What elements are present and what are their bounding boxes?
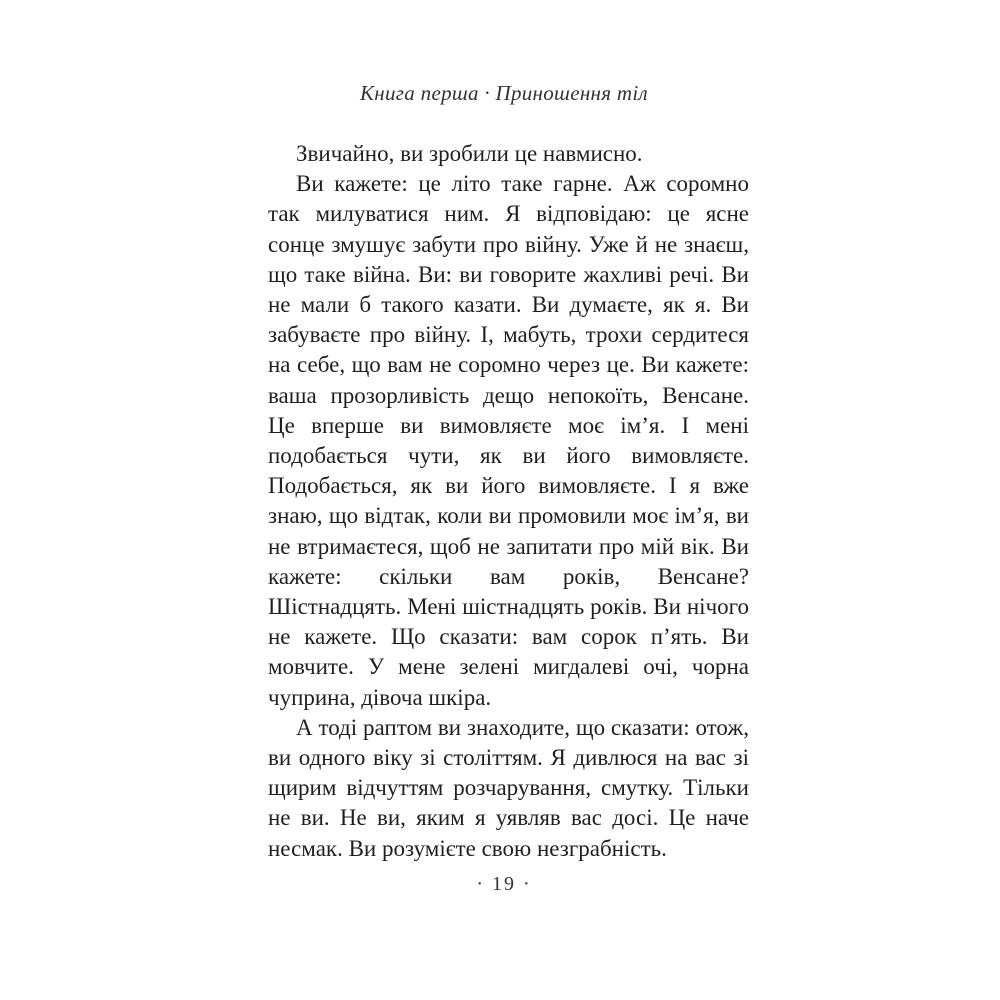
- page-number: · 19 ·: [476, 873, 532, 895]
- paragraph: Звичайно, ви зробили це навмисно.: [296, 141, 643, 166]
- body-text: [268, 139, 749, 864]
- paragraph: Ви кажете: це літо таке гарне. Аж соромно так милуватися ним. Я відповідаю: це ясне сонце змушує забути про війну. Уже й не знаєш, що таке війна. Ви: ви говорите жахливі речі. Ви не мали б такого казати. Ви думаєте, як я. Ви забуваєте про війну. І, мабуть, трохи сердитеся на себе, що вам не соромно через це. Ви кажете: ваша прозорливість дещо непокоїть, Венсане. Це вперше ви вимовляєте моє ім’я. І мені подобається чути, як ви його вимовляєте. Подобається, як ви його вимовляєте. І я вже знаю, що відтак, коли ви промовили моє ім’я, ви не втримаєтеся, щоб не запитати про мій вік. Ви кажете: скільки вам років, Венсане? Шістнадцять. Мені шістнадцять років. Ви нічого не кажете. Що сказати: вам сорок п’ять. Ви мовчите. У мене зелені мигдалеві очі, чорна чуприна, дівоча шкіра.: [268, 171, 749, 710]
- paragraph: А тоді раптом ви знаходите, що сказати: отож, ви одного віку зі століттям. Я дивлюся на вас зі щирим відчуттям розчарування, смутку. Тільки не ви. Не ви, яким я уявляв вас досі. Це наче несмак. Ви розумієте свою незграбність.: [268, 714, 749, 861]
- running-header: Книга перша · Приношення тіл: [360, 81, 648, 105]
